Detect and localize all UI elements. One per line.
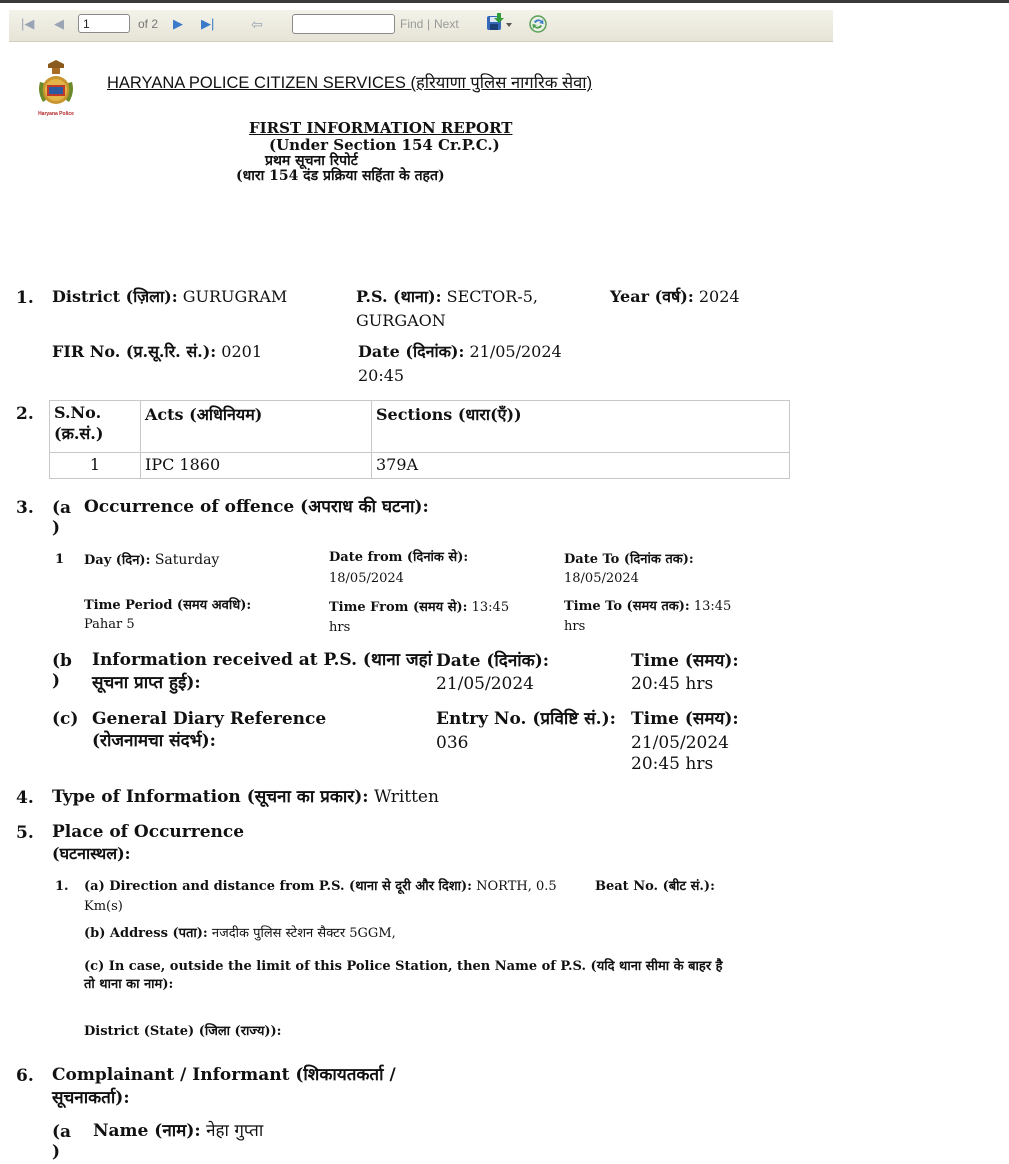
page-count: of 2 <box>138 17 159 31</box>
year-value: 2024 <box>698 287 740 306</box>
place-of-occurrence-title-2: (घटनास्थल): <box>52 844 131 863</box>
section-6-number: 6. <box>16 1066 34 1086</box>
direction-distance-unit: Km(s) <box>84 899 123 914</box>
date-field <box>358 340 562 364</box>
cell-act: IPC 1860 <box>141 453 372 479</box>
report-under-section: (Under Section 154 Cr.P.C.) <box>269 136 500 154</box>
haryana-police-logo <box>31 60 81 116</box>
place-item-number: 1. <box>55 879 69 894</box>
info-received-date-label: Date (दिनांक): <box>436 651 550 671</box>
acts-sections-table <box>49 400 790 479</box>
district-state-label: District (State) (जिला (राज्य)): <box>84 1024 282 1039</box>
fir-number-field <box>52 340 262 364</box>
section-3-number: 3. <box>16 498 34 518</box>
district-value: GURUGRAM <box>182 287 288 306</box>
export-icon[interactable] <box>485 12 513 37</box>
address-label: (b) Address (पता): <box>84 926 208 941</box>
ps-value-line1: SECTOR-5, <box>446 287 539 306</box>
direction-distance-label: (a) Direction and distance from P.S. (थाना से दूरी और दिशा): <box>84 879 472 894</box>
info-received-time: 20:45 hrs <box>631 674 714 694</box>
table-row <box>50 453 790 479</box>
time-to-label: Time To (समय तक): <box>564 599 690 614</box>
info-received-title-1: Information received at P.S. (थाना जहां <box>92 650 433 670</box>
header-sno <box>50 401 141 453</box>
complainant-title-1: Complainant / Informant (शिकायतकर्ता / <box>52 1065 396 1085</box>
back-icon[interactable]: ⇦ <box>251 16 263 32</box>
day-label: Day (दिन): <box>84 553 151 568</box>
previous-page-icon[interactable]: ◀ <box>54 16 64 31</box>
gd-reference-title-1: General Diary Reference <box>92 709 327 729</box>
time-to-value: 13:45 <box>693 599 732 614</box>
address-value: नजदीक पुलिस स्टेशन सैक्टर 5GGM, <box>211 926 396 941</box>
section-3c-label: (c) <box>52 709 79 729</box>
logo-caption: Haryana Police <box>38 111 74 117</box>
police-emblem-icon <box>31 60 81 112</box>
police-station-field <box>356 285 538 309</box>
complainant-name-label: Name (नाम): <box>93 1121 201 1141</box>
day-value: Saturday <box>154 552 220 568</box>
cell-sno: 1 <box>50 453 141 479</box>
section-3b-label: (b <box>52 651 72 671</box>
time-value: 20:45 <box>358 366 405 385</box>
complainant-name-value: नेहा गुप्ता <box>206 1121 264 1141</box>
gd-time-label: Time (समय): <box>631 709 739 729</box>
table-header-row <box>50 401 790 453</box>
page-number-input[interactable] <box>78 14 130 33</box>
date-label: Date (दिनांक): <box>358 342 465 361</box>
find-separator: | <box>427 17 431 31</box>
complainant-title-2: सूचनाकर्ता): <box>52 1088 130 1108</box>
outside-limit-label-1: (c) In case, outside the limit of this Police Station, then Name of P.S. (यदि थाना सीमा के बाहर है <box>84 959 723 974</box>
occurrence-title: Occurrence of offence (अपराध की घटना): <box>84 497 429 517</box>
section-3a-label: (a <box>52 498 72 518</box>
gd-time-date: 21/05/2024 <box>631 733 729 753</box>
section-4-number: 4. <box>16 788 34 808</box>
date-value: 21/05/2024 <box>469 342 562 361</box>
header-sno-en: S.No. <box>54 403 102 422</box>
refresh-icon[interactable] <box>528 14 548 37</box>
find-link[interactable]: Find <box>400 17 424 31</box>
address-field <box>84 924 396 944</box>
date-from-value: 18/05/2024 <box>329 571 404 586</box>
place-of-occurrence-title-1: Place of Occurrence <box>52 822 245 842</box>
info-received-time-label: Time (समय): <box>631 651 739 671</box>
last-page-icon[interactable]: ▶| <box>201 16 215 31</box>
section-1-number: 1. <box>16 288 34 308</box>
time-to-field <box>564 597 731 617</box>
time-from-unit: hrs <box>329 620 351 635</box>
date-to-label: Date To (दिनांक तक): <box>564 552 694 567</box>
next-link[interactable]: Next <box>434 17 459 31</box>
beat-number-label: Beat No. (बीट सं.): <box>595 879 715 894</box>
time-period-label: Time Period (समय अवधि): <box>84 598 252 613</box>
ps-value-line2: GURGAON <box>356 311 446 330</box>
section-6a-label: (a <box>52 1122 72 1142</box>
day-field <box>84 550 219 571</box>
first-page-icon[interactable]: |◀ <box>21 16 35 31</box>
report-under-section-hindi: (धारा 154 दंड प्रक्रिया सहिंता के तहत) <box>236 168 445 184</box>
section-5-number: 5. <box>16 823 34 843</box>
next-page-icon[interactable]: ▶ <box>173 16 183 31</box>
date-from-label: Date from (दिनांक से): <box>329 550 469 565</box>
outside-limit-label-2: तो थाना का नाम): <box>84 977 174 992</box>
year-label: Year (वर्ष): <box>610 287 694 306</box>
complainant-name-field <box>93 1119 263 1143</box>
info-received-date: 21/05/2024 <box>436 674 534 694</box>
info-received-title-2: सूचना प्राप्त हुई): <box>92 673 201 693</box>
time-to-unit: hrs <box>564 619 586 634</box>
header-sections: Sections (धारा(एँ)) <box>372 401 790 453</box>
section-2-number: 2. <box>16 404 34 424</box>
time-from-value: 13:45 <box>471 600 510 615</box>
gd-entry-value: 036 <box>436 733 469 753</box>
report-title: FIRST INFORMATION REPORT <box>249 119 513 137</box>
information-type-label: Type of Information (सूचना का प्रकार): <box>52 787 369 807</box>
report-title-hindi: प्रथम सूचना रिपोर्ट <box>265 153 358 169</box>
time-from-label: Time From (समय से): <box>329 600 468 615</box>
section-3a-paren: ) <box>52 518 61 538</box>
section-3b-paren: ) <box>52 671 61 691</box>
district-label: District (ज़िला): <box>52 287 178 306</box>
time-period-value: Pahar 5 <box>84 617 135 632</box>
header-sno-hi: (क्र.सं.) <box>54 424 104 443</box>
gd-time-time: 20:45 hrs <box>631 754 714 774</box>
gd-reference-title-2: (रोजनामचा संदर्भ): <box>92 731 216 751</box>
ps-label: P.S. (थाना): <box>356 287 442 306</box>
date-to-value: 18/05/2024 <box>564 571 639 586</box>
year-field <box>610 285 740 309</box>
information-type-value: Written <box>373 787 439 807</box>
time-from-field <box>329 598 509 618</box>
find-text-input[interactable] <box>292 14 395 34</box>
fir-label: FIR No. (प्र.सू.रि. सं.): <box>52 342 217 361</box>
information-type-field <box>52 785 439 809</box>
gd-entry-label: Entry No. (प्रविष्टि सं.): <box>436 709 616 729</box>
direction-distance-field <box>84 877 557 897</box>
window-top-border <box>0 0 1009 3</box>
direction-distance-value: NORTH, 0.5 <box>476 879 557 894</box>
district-field <box>52 285 287 309</box>
section-6a-paren: ) <box>52 1142 61 1162</box>
cell-section: 379A <box>372 453 790 479</box>
header-acts: Acts (अधिनियम) <box>141 401 372 453</box>
report-viewer-toolbar <box>9 10 833 42</box>
fir-value: 0201 <box>221 342 263 361</box>
page-title: HARYANA POLICE CITIZEN SERVICES (हरियाणा पुलिस नागरिक सेवा) <box>107 74 593 92</box>
occurrence-row-number: 1 <box>55 552 65 567</box>
